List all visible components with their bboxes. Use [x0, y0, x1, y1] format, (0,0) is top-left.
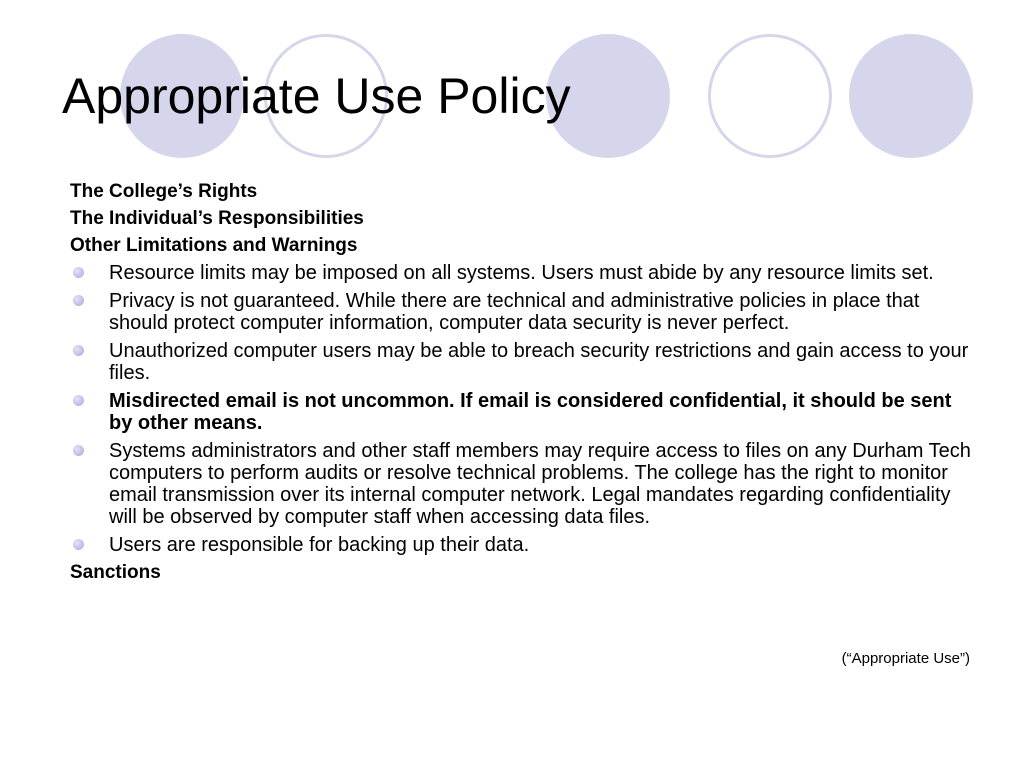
slide-title: Appropriate Use Policy [62, 68, 571, 124]
list-item-text: Systems administrators and other staff members may require access to files on any Durham Tech computers to perform audits or resolve technical problems. The college has the right to monitor email transmission over its internal computer network. Legal mandates regarding confidentiality will be observed by computer staff when accessing data files. [109, 440, 971, 528]
heading-college-rights: The College’s Rights [70, 181, 258, 202]
bullet-icon [73, 445, 84, 456]
list-item [70, 534, 975, 556]
list-item-text: Privacy is not guaranteed. While there are technical and administrative policies in place that should protect computer information, computer data security is never perfect. [109, 290, 920, 334]
heading-sanctions: Sanctions [70, 562, 161, 583]
list-item-text: Users are responsible for backing up their data. [109, 534, 530, 556]
list-item-text: Resource limits may be imposed on all systems. Users must abide by any resource limits set. [109, 262, 934, 284]
heading-individual-responsibilities: The Individual’s Responsibilities [70, 208, 364, 229]
list-item [70, 440, 975, 528]
citation: (“Appropriate Use”) [841, 650, 970, 667]
bullet-icon [73, 267, 84, 278]
bullet-icon [73, 539, 84, 550]
decorative-circle [849, 34, 973, 158]
bullet-icon [73, 395, 84, 406]
warnings-list [70, 262, 975, 556]
list-item-text: Unauthorized computer users may be able to breach security restrictions and gain access to your files. [109, 340, 969, 384]
list-item [70, 290, 975, 334]
decorative-circle [708, 34, 832, 158]
heading-other-limitations: Other Limitations and Warnings [70, 235, 358, 256]
list-item [70, 262, 975, 284]
list-item [70, 340, 975, 384]
list-item [70, 390, 975, 434]
bullet-icon [73, 295, 84, 306]
slide-body [70, 181, 975, 584]
bullet-icon [73, 345, 84, 356]
list-item-text: Misdirected email is not uncommon. If email is considered confidential, it should be sent by other means. [109, 390, 952, 434]
